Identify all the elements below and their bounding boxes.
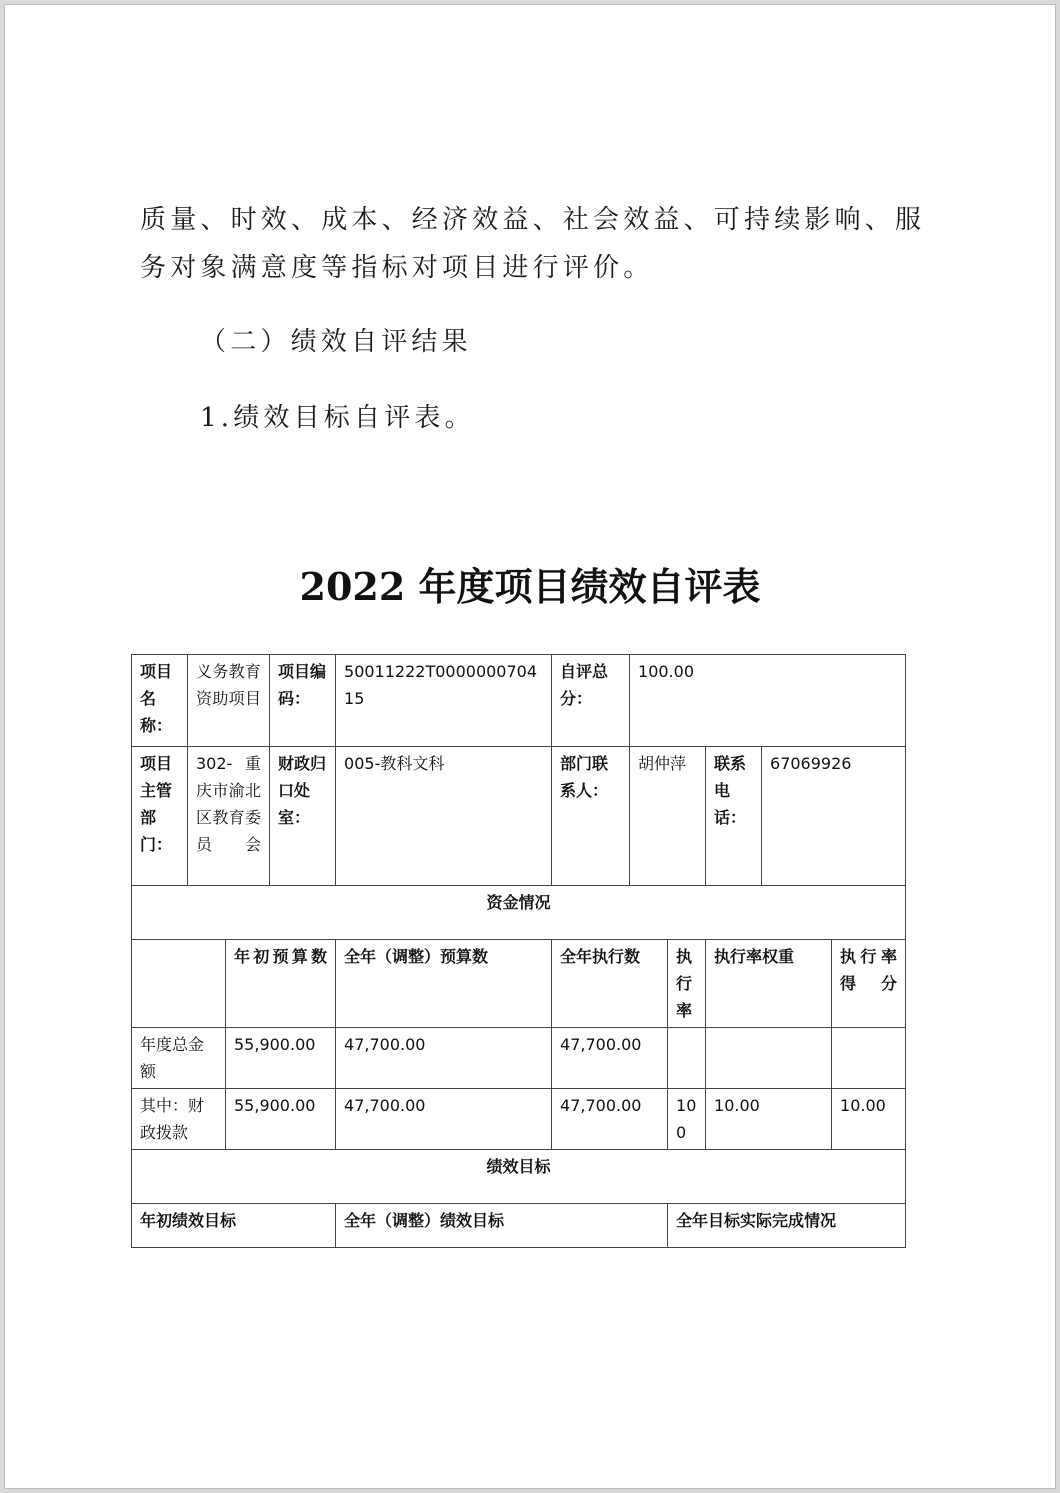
- cell-initial-budget: 55,900.00: [226, 1028, 336, 1089]
- project-name-value: 义务教育资助项目: [188, 655, 270, 747]
- cell-rate-weight: 10.00: [706, 1089, 832, 1150]
- project-name-label: 项目名称：: [132, 655, 188, 747]
- cell-rate-score: 10.00: [832, 1089, 906, 1150]
- col-header-adjusted-goal: 全年（调整）绩效目标: [336, 1204, 668, 1248]
- project-code-value: 50011222T000000070415: [336, 655, 552, 747]
- table-row: [132, 1089, 906, 1150]
- cell-rate-weight: [706, 1028, 832, 1089]
- section-heading: （二）绩效自评结果: [200, 327, 472, 357]
- section-row: [132, 1150, 906, 1204]
- col-header-goal-completion: 全年目标实际完成情况: [668, 1204, 906, 1248]
- cell-executed: 47,700.00: [552, 1028, 668, 1089]
- table-header-row: [132, 940, 906, 1028]
- form-title: 2022 年度项目绩效自评表: [299, 564, 761, 609]
- goals-section-title: 绩效目标: [132, 1150, 906, 1204]
- section-row: [132, 886, 906, 940]
- row-label: 年度总金额: [132, 1028, 226, 1089]
- phone-label: 联系电话：: [706, 747, 762, 886]
- col-header-rate-score: 执行率得分: [832, 940, 906, 1028]
- col-header-initial-goal: 年初绩效目标: [132, 1204, 336, 1248]
- contact-value: 胡仲萍: [630, 747, 706, 886]
- finance-office-value: 005-教科文科: [336, 747, 552, 886]
- table-row: [132, 1028, 906, 1089]
- col-header-exec-rate: 执行率: [668, 940, 706, 1028]
- table-row: [132, 655, 906, 747]
- col-header-adjusted-budget: 全年（调整）预算数: [336, 940, 552, 1028]
- cell-adjusted-budget: 47,700.00: [336, 1089, 552, 1150]
- table-header-row: [132, 1204, 906, 1248]
- row-label: 其中：财政拨款: [132, 1089, 226, 1150]
- cell-initial-budget: 55,900.00: [226, 1089, 336, 1150]
- body-paragraph: 质量、时效、成本、经济效益、社会效益、可持续影响、服务对象满意度等指标对项目进行评价。: [140, 205, 926, 283]
- col-header-rate-weight: 执行率权重: [706, 940, 832, 1028]
- phone-value: 67069926: [762, 747, 906, 886]
- total-score-label: 自评总分：: [552, 655, 630, 747]
- project-code-label: 项目编码：: [270, 655, 336, 747]
- col-header-executed: 全年执行数: [552, 940, 668, 1028]
- cell-rate-score: [832, 1028, 906, 1089]
- empty-cell: [132, 940, 226, 1028]
- finance-office-label: 财政归口处室：: [270, 747, 336, 886]
- funds-section-title: 资金情况: [132, 886, 906, 940]
- total-score-value: 100.00: [630, 655, 906, 747]
- cell-exec-rate: [668, 1028, 706, 1089]
- cell-exec-rate: 100: [668, 1089, 706, 1150]
- subsection-heading: 1.绩效目标自评表。: [200, 403, 475, 433]
- dept-label: 项目主管部门：: [132, 747, 188, 886]
- table-row: [132, 747, 906, 886]
- cell-executed: 47,700.00: [552, 1089, 668, 1150]
- evaluation-table: [131, 654, 906, 1248]
- cell-adjusted-budget: 47,700.00: [336, 1028, 552, 1089]
- col-header-initial-budget: 年初预算数: [226, 940, 336, 1028]
- dept-value: 302-重庆市渝北区教育委员会: [188, 747, 270, 886]
- contact-label: 部门联系人：: [552, 747, 630, 886]
